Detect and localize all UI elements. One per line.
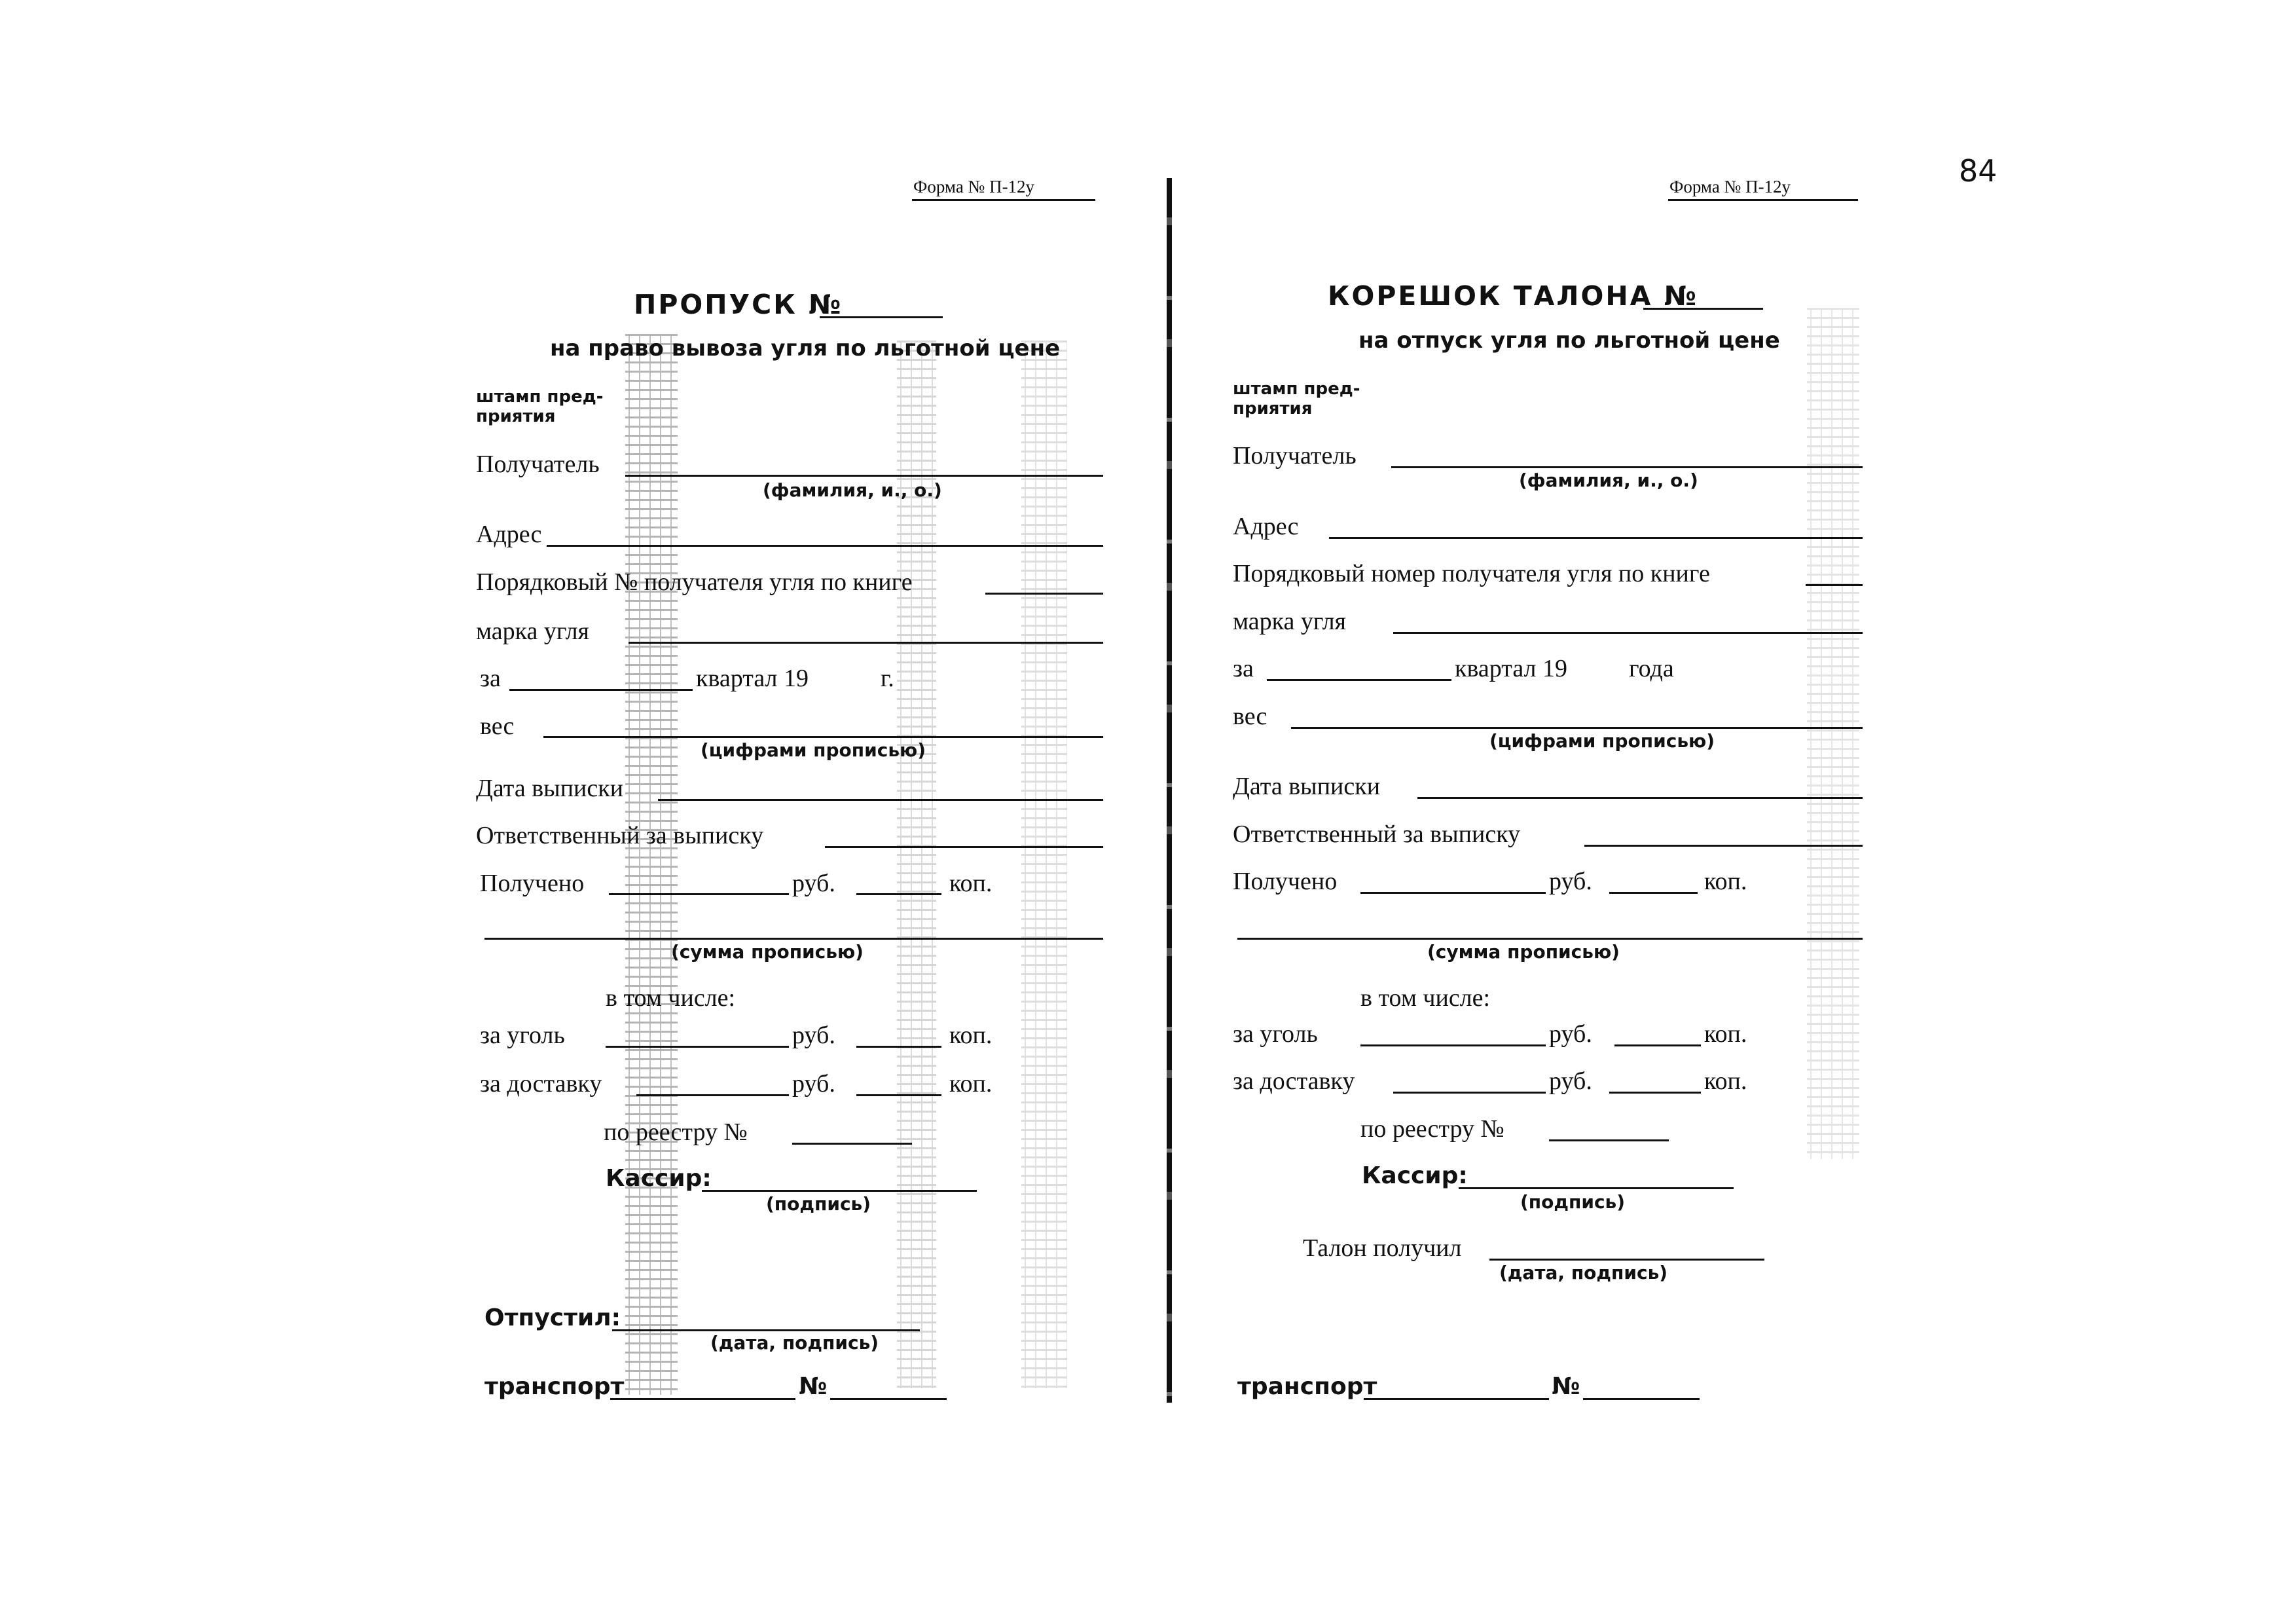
delivery-rub-label: руб.	[1549, 1067, 1592, 1095]
delivery-rub-line	[1393, 1092, 1546, 1094]
coal-grade-line	[1393, 632, 1863, 634]
address-line	[1329, 537, 1863, 539]
weight-line	[543, 736, 1103, 738]
responsible-line	[825, 846, 1103, 848]
received-kop-line	[856, 893, 941, 895]
received-rub-line	[1360, 892, 1546, 894]
registry-line	[1549, 1139, 1669, 1141]
form-number-underline	[912, 199, 1095, 201]
issue-date-label: Дата выписки	[1233, 773, 1381, 800]
fio-caption: (фамилия, и., о.)	[1519, 470, 1698, 491]
seq-number-label: Порядковый номер получателя угля по книге	[1233, 560, 1710, 587]
transport-no-label: №	[799, 1373, 828, 1400]
transport-no-label: №	[1552, 1373, 1580, 1400]
weight-line	[1291, 727, 1863, 729]
cashier-label: Кассир:	[1362, 1162, 1468, 1189]
seq-number-line	[1806, 584, 1863, 586]
cashier-label: Кассир:	[606, 1165, 712, 1192]
form-title: ПРОПУСК №	[634, 289, 843, 320]
stamp-label: штамп пред- приятия	[476, 387, 604, 426]
date-signature-caption: (дата, подпись)	[710, 1332, 879, 1354]
recipient-label: Получатель	[1233, 442, 1357, 470]
coal-grade-label: марка угля	[1233, 608, 1347, 635]
form-subtitle: на отпуск угля по льготной цене	[1358, 327, 1780, 354]
including-label: в том числе:	[1360, 984, 1491, 1012]
year-suffix: г.	[881, 665, 894, 692]
kop-label: коп.	[949, 870, 993, 897]
coal-rub-label: руб.	[1549, 1020, 1592, 1048]
for-label: за	[480, 665, 501, 692]
talon-received-label: Талон получил	[1303, 1234, 1462, 1262]
scan-noise-band	[1021, 341, 1067, 1388]
scan-noise-band	[1807, 308, 1859, 1159]
coal-kop-label: коп.	[949, 1022, 993, 1049]
year-word: года	[1629, 655, 1674, 682]
delivery-kop-label: коп.	[1704, 1067, 1747, 1095]
kop-label: коп.	[1704, 868, 1747, 895]
signature-caption: (подпись)	[766, 1193, 871, 1215]
transport-label: транспорт	[484, 1373, 625, 1400]
coal-rub-line	[606, 1046, 789, 1048]
page-number: 84	[1959, 153, 1997, 189]
cashier-signature-line	[1459, 1187, 1734, 1189]
sum-words-caption: (сумма прописью)	[1427, 941, 1620, 963]
form-number: Форма № П-12у	[1669, 177, 1791, 196]
for-label: за	[1233, 655, 1254, 682]
transport-no-line	[1583, 1398, 1700, 1400]
weight-label: вес	[1233, 703, 1267, 730]
address-label: Адрес	[476, 521, 542, 548]
coal-grade-line	[629, 642, 1103, 644]
transport-no-line	[830, 1398, 947, 1400]
sum-words-line	[484, 938, 1103, 940]
talon-received-line	[1489, 1259, 1764, 1261]
delivery-kop-line	[856, 1094, 941, 1096]
issue-date-line	[658, 799, 1103, 801]
issue-date-line	[1417, 797, 1863, 799]
rub-label: руб.	[1549, 868, 1592, 895]
fio-caption: (фамилия, и., о.)	[763, 479, 942, 501]
recipient-line	[1391, 466, 1863, 468]
quarter-label: квартал 19	[696, 665, 809, 692]
registry-line	[792, 1143, 912, 1145]
responsible-line	[1584, 845, 1863, 847]
recipient-label: Получатель	[476, 451, 600, 478]
issue-date-label: Дата выписки	[476, 775, 624, 802]
seq-number-label: Порядковый № получателя угля по книге	[476, 568, 913, 596]
coal-rub-label: руб.	[792, 1022, 835, 1049]
title-number-line	[820, 316, 943, 318]
title-number-line	[1643, 308, 1763, 310]
delivery-rub-label: руб.	[792, 1070, 835, 1098]
in-words-caption: (цифрами прописью)	[1489, 730, 1715, 752]
received-label: Получено	[1233, 868, 1338, 895]
responsible-label: Ответственный за выписку	[1233, 821, 1521, 848]
coal-kop-label: коп.	[1704, 1020, 1747, 1048]
for-coal-label: за уголь	[1233, 1020, 1318, 1048]
weight-label: вес	[480, 712, 515, 740]
cashier-signature-line	[702, 1190, 977, 1192]
form-title: КОРЕШОК ТАЛОНА №	[1328, 280, 1698, 312]
scan-noise-band	[625, 334, 678, 1395]
delivery-kop-label: коп.	[949, 1070, 993, 1098]
delivery-rub-line	[636, 1094, 789, 1096]
received-rub-line	[609, 893, 789, 895]
quarter-label: квартал 19	[1455, 655, 1568, 682]
coal-kop-line	[1614, 1044, 1701, 1046]
column-divider	[1167, 178, 1172, 1403]
coal-kop-line	[856, 1046, 941, 1048]
coal-grade-label: марка угля	[476, 618, 590, 645]
transport-line	[1364, 1398, 1549, 1400]
released-label: Отпустил:	[484, 1304, 621, 1331]
form-subtitle: на право вывоза угля по льготной цене	[550, 335, 1061, 361]
form-number: Форма № П-12у	[913, 177, 1035, 196]
signature-caption: (подпись)	[1520, 1191, 1626, 1213]
for-delivery-label: за доставку	[480, 1070, 602, 1098]
registry-label: по реестру №	[1360, 1115, 1504, 1143]
stamp-label: штамп пред- приятия	[1233, 379, 1360, 418]
transport-line	[610, 1398, 795, 1400]
for-coal-label: за уголь	[480, 1022, 565, 1049]
date-signature-caption: (дата, подпись)	[1499, 1262, 1668, 1283]
registry-label: по реестру №	[604, 1118, 748, 1146]
address-line	[547, 545, 1103, 547]
in-words-caption: (цифрами прописью)	[701, 739, 926, 761]
responsible-label: Ответственный за выписку	[476, 822, 764, 849]
address-label: Адрес	[1233, 513, 1299, 540]
sum-words-caption: (сумма прописью)	[671, 941, 864, 963]
transport-label: транспорт	[1237, 1373, 1377, 1400]
received-kop-line	[1609, 892, 1698, 894]
form-number-underline	[1668, 199, 1858, 201]
quarter-number-line	[1267, 679, 1451, 681]
for-delivery-label: за доставку	[1233, 1067, 1355, 1095]
seq-number-line	[985, 593, 1103, 595]
delivery-kop-line	[1609, 1092, 1701, 1094]
rub-label: руб.	[792, 870, 835, 897]
including-label: в том числе:	[606, 984, 736, 1012]
released-line	[612, 1329, 920, 1331]
quarter-number-line	[509, 689, 693, 691]
recipient-line	[625, 475, 1103, 477]
sum-words-line	[1237, 938, 1863, 940]
coal-rub-line	[1360, 1044, 1546, 1046]
received-label: Получено	[480, 870, 585, 897]
